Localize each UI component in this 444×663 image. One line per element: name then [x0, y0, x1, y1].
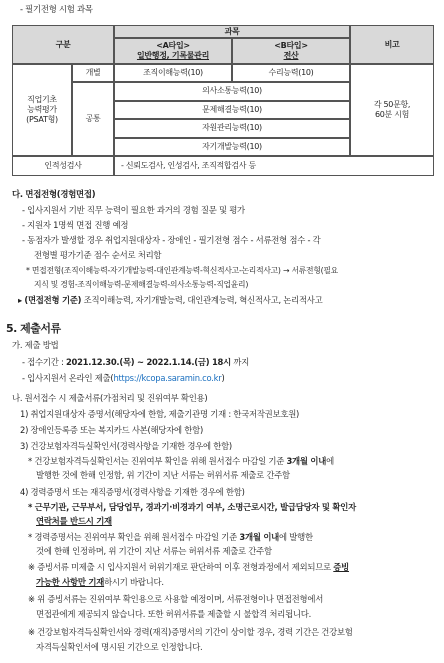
application-period — [22, 357, 249, 368]
interview-section-title: 다. 면접전형(경험면접) — [12, 189, 96, 199]
row-group-line2: 능력평가 — [27, 105, 57, 114]
health-insurance-note: 발행한 것에 한해 인정함, 위 기간이 지난 서류는 허위서류 제출로 간주함 — [36, 470, 290, 480]
type-a-individual: 조직이해능력(10) — [114, 64, 232, 82]
interview-item: 전형별 평가기준 점수 순서로 처리함 — [34, 250, 162, 260]
note-emphasis: 증빙 — [333, 562, 349, 572]
interview-item: - 입사지원서 기반 직무 능력이 필요한 과거의 경험 질문 및 평가 — [22, 205, 245, 215]
required-documents-title: 나. 원서접수 시 제출서류(가점처리 및 진위여부 확인용) — [12, 393, 208, 403]
note-line1: 각 50문항, — [373, 100, 411, 109]
warning-note — [36, 577, 164, 588]
exam-subjects-table — [12, 25, 434, 176]
header-type-a — [114, 38, 232, 64]
online-suffix: ) — [221, 373, 225, 383]
criteria-text: 조직이해능력, 자기개발능력, 대인관계능력, 혁신적사고, 논리적사고 — [81, 295, 323, 305]
note-text: * 건강보험자격득실확인서는 진위여부 확인을 위해 원서접수 마감일 기준 — [28, 456, 287, 466]
interview-item: * 면접전형(조직이해능력-자기개발능력-대인관계능력-혁신적사고-논리적사고) → 서류전형(필요 — [26, 266, 338, 275]
row-group-ncs — [12, 64, 72, 156]
document-item: 3) 건강보험자격득실확인서(경력사항을 기재한 경우에 한함) — [20, 441, 232, 451]
interview-item: 지식 및 경험-조직이해능력-문제해결능력-의사소통능력-직업윤리) — [34, 280, 249, 289]
label-gaebyeol: 개별 — [72, 64, 114, 82]
common-subject: 자원관리능력(10) — [114, 119, 350, 138]
label-gongtong: 공통 — [72, 82, 114, 156]
row-group-line1: 직업기초 — [27, 95, 57, 104]
document-item: 4) 경력증명서 또는 재직증명서(경력사항을 기재한 경우에 한함) — [20, 487, 245, 497]
health-insurance-note — [28, 456, 334, 467]
note-text: * 경력증명서는 진위여부 확인을 위해 원서접수 마감일 기준 — [28, 532, 240, 542]
row-group-line3: (PSAT형) — [26, 115, 58, 124]
common-subject: 문제해결능력(10) — [114, 101, 350, 120]
interview-item: - 동점자가 발생할 경우 취업지원대상자 - 장애인 - 필기전형 점수 - 서류전형 점수 - 각 — [22, 235, 321, 245]
career-cert-note: 것에 한해 인정하며, 위 기간이 지난 서류는 허위서류 제출로 간주함 — [36, 546, 272, 556]
header-bigo: 비고 — [350, 25, 434, 64]
type-b-individual: 수리능력(10) — [232, 64, 350, 82]
online-submission — [22, 373, 225, 384]
document-item: 1) 취업지원대상자 증명서(해당자에 한함, 제출기관명 기재 : 한국저작권보호원) — [20, 409, 300, 419]
note-emphasis: 3개월 이내 — [286, 456, 327, 466]
header-type-b-desc: 전산 — [283, 51, 299, 60]
career-cert-note: 연락처를 반드시 기재 — [36, 516, 112, 526]
exam-subjects-heading: - 필기전형 시험 과목 — [20, 4, 93, 14]
note-emphasis: 가능한 사항만 기재 — [36, 577, 105, 587]
criteria-bullet: ▸ — [18, 295, 25, 305]
header-type-b-title: <B타입> — [274, 41, 308, 50]
note-text: 하시기 바랍니다. — [104, 577, 164, 587]
header-gubun: 구분 — [12, 25, 114, 64]
header-gwamok: 과목 — [114, 25, 350, 38]
document-item: 2) 장애인등록증 또는 복지카드 사본(해당자에 한함) — [20, 425, 203, 435]
header-type-a-title: <A타입> — [156, 41, 190, 50]
interview-criteria — [18, 295, 323, 306]
period-suffix: 까지 — [230, 357, 250, 367]
period-label: - 접수기간 : — [22, 357, 66, 367]
header-type-a-desc: 일반행정, 기록물관리 — [136, 51, 210, 60]
header-type-b — [232, 38, 350, 64]
submission-method-title: 가. 제출 방법 — [12, 340, 59, 350]
warning-note — [28, 562, 349, 573]
application-site-link[interactable]: https://kcopa.saramin.co.kr — [113, 373, 222, 383]
note-line2: 60분 시험 — [374, 110, 410, 119]
warning-note: 자격득실확인서에 명시된 기간으로 인정합니다. — [36, 642, 203, 652]
documents-section-title: 5. 제출서류 — [6, 322, 61, 335]
insung-label: 인적성검사 — [12, 156, 114, 176]
common-subject: 의사소통능력(10) — [114, 82, 350, 101]
career-cert-note — [28, 532, 313, 543]
warning-note: ※ 위 증빙서류는 진위여부 확인용으로 사용할 예정이며, 서류전형이나 면접전형에서 — [28, 594, 324, 604]
insung-value: - 신뢰도검사, 인성검사, 조직적합검사 등 — [114, 156, 434, 176]
note-cell — [350, 64, 434, 156]
online-label: - 입사지원서 온라인 제출( — [22, 373, 114, 383]
warning-note: 면접관에게 제공되지 않습니다. 또한 허위서류를 제출할 시 불합격 처리됩니다. — [36, 609, 312, 619]
career-cert-note: * 근무기관, 근무부서, 담당업무, 경과기·비경과기 여부, 소명근로시간, 발급담당자 및 확인자 — [28, 502, 356, 512]
note-text: 에 발행한 — [279, 532, 313, 542]
note-text: 에 — [326, 456, 334, 466]
note-text: ※ 증빙서류 미제출 시 입사지원서 허위기재로 판단하여 이후 전형과정에서 제외되므로 — [28, 562, 334, 572]
common-subject: 자기개발능력(10) — [114, 138, 350, 157]
note-emphasis: 3개월 이내 — [239, 532, 280, 542]
warning-note: ※ 건강보험자격득실확인서와 경력(재직)증명서의 기간이 상이할 경우, 경력 기간은 건강보험 — [28, 627, 353, 637]
period-dates: 2021.12.30.(목) ~ 2022.1.14.(금) 18시 — [65, 357, 231, 367]
interview-item: - 지원자 1명씩 면접 진행 예정 — [22, 220, 129, 230]
criteria-label: (면접전형 기준) — [24, 295, 82, 305]
